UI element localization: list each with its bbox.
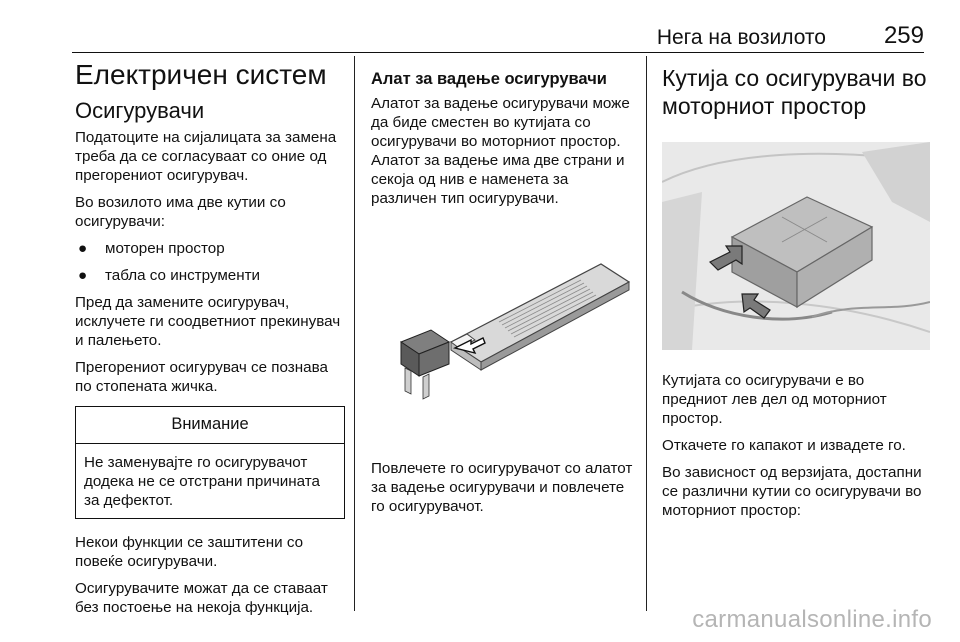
paragraph: Во возилото има две кутии со осигурувачи: [75,194,286,230]
fuse [401,330,449,399]
column-1 [75,58,345,625]
paragraph: Пред да замените осигурувач, исклучете ги соодветниот прекинувач и палењето. [75,294,341,349]
bullet-icon: ● [78,267,88,284]
paragraph: Алатот за вадење осигурувачи може да биде сместен во кутијата со осигурувачи во моторниот простор. Алатот за вадење има две страни и секоја од нив е наменета за различен тип осигурувачи. [371,95,630,207]
column-divider-1 [354,56,355,611]
caution-box [75,406,345,519]
column-2 [371,58,635,524]
paragraph: Податоците на сијалицата за замена треба да се согласуваат со оние од прегорениот осигурувач. [75,129,337,184]
list-item [75,266,345,285]
page-header [640,22,924,52]
page-number: 259 [883,22,924,49]
column-divider-2 [646,56,647,611]
bullet-icon: ● [78,240,88,257]
list-item-text: моторен простор [105,240,225,257]
engine-compartment-photo [662,142,930,350]
paragraph: Откачете го капакот и извадете го. [662,437,906,454]
fuse-extractor-heading: Алат за вадење осигурувачи [371,70,607,88]
header-divider [72,52,924,53]
paragraph: Осигурувачите можат да се ставаат без постоење на некоја функција. [75,580,328,616]
fuse-extractor-tool [451,264,629,370]
watermark: carmanualsonline.info [692,606,932,633]
fuse-box-list [75,239,345,285]
paragraph: Некои функции се заштитени со повеќе осигурувачи. [75,534,304,570]
section-title: Нега на возилото [656,26,826,49]
fuse-extractor-illustration [371,244,635,424]
paragraph: Повлечете го осигурувачот со алатот за вадење осигурувачи и повлечете го осигурувачот. [371,460,633,515]
chapter-title: Електричен систем [75,59,327,90]
paragraph: Прегорениот осигурувач се познава по стопената жичка. [75,359,328,395]
engine-fuse-box-heading: Кутија со осигурувачи во моторниот простор [662,65,927,119]
column-3 [662,58,930,528]
paragraph: Во зависност од верзијата, достапни се различни кутии со осигурувачи во моторниот простор: [662,464,922,519]
list-item [75,239,345,258]
paragraph: Кутијата со осигурувачи е во предниот лев дел од моторниот простор. [662,372,887,427]
caution-body: Не заменувајте го осигурувачот додека не се отстрани причината за дефектот. [84,454,320,509]
fuses-heading: Осигурувачи [75,98,205,123]
caution-title: Внимание [76,407,344,444]
list-item-text: табла со инструменти [105,267,261,284]
